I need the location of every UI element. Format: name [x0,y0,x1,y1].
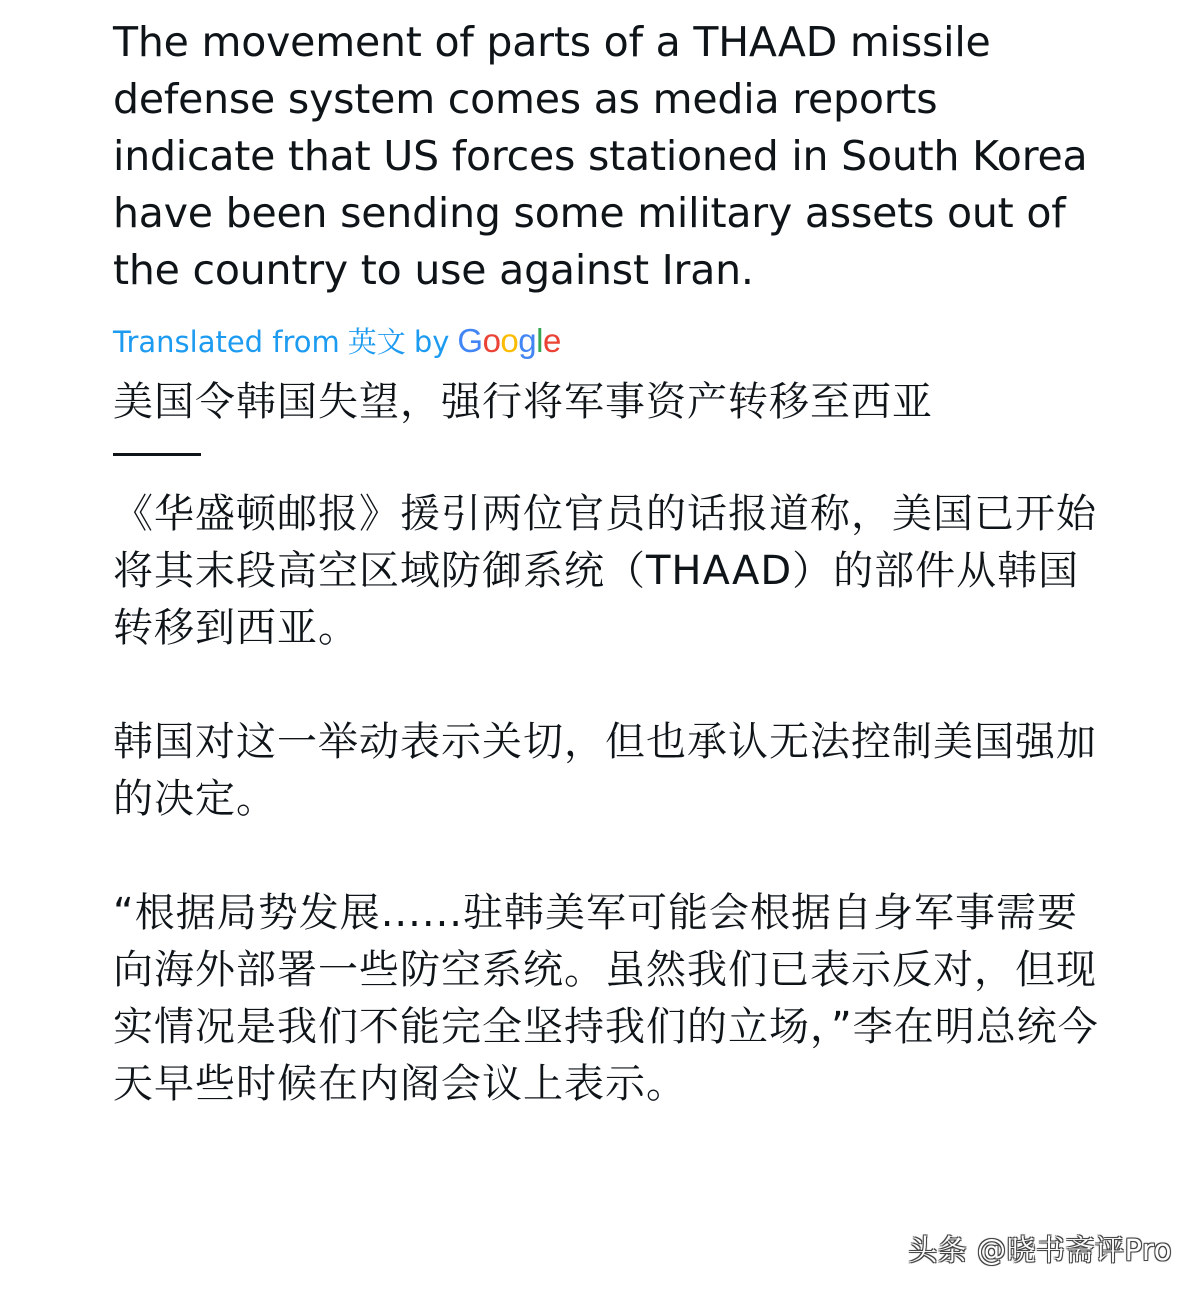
google-letter: g [518,322,537,359]
paragraph-spacer [113,828,1103,885]
google-letter: e [542,322,561,359]
translated-from-label: Translated from [113,325,340,359]
translated-headline: 美国令韩国失望，强行将军事资产转移至西亚 [113,379,933,425]
translated-paragraph: 《华盛顿邮报》援引两位官员的话报道称，美国已开始将其末段高空区域防御系统（THAAD）的部件从韩国转移到西亚。 [113,491,1097,651]
translated-paragraph: 韩国对这一举动表示关切，但也承认无法控制美国强加的决定。 [113,719,1097,822]
translated-text [113,374,1103,1113]
em-dash-divider [113,453,201,456]
google-letter: G [457,322,483,359]
google-letter: o [500,322,519,359]
source-language: 英文 [347,325,406,359]
google-letter: o [482,322,501,359]
translation-attribution[interactable] [113,321,1103,362]
tweet-body [113,14,1103,1113]
paragraph-spacer [113,657,1103,714]
watermark: 头条 @晓书斋评Pro [908,1233,1172,1267]
translated-paragraph: “根据局势发展......驻韩美军可能会根据自身军事需要向海外部署一些防空系统。虽然我们已表示反对，但现实情况是我们不能完全坚持我们的立场，”李在明总统今天早些时候在内阁会议上表示。 [113,890,1099,1107]
translated-by-label: by [413,325,450,359]
google-logo [457,321,560,361]
google-letter: l [536,322,543,359]
tweet-original-text: The movement of parts of a THAAD missile defense system comes as media reports indicate that US forces stationed in South Korea have been sending some military assets out of the country to use against Iran. [113,18,1088,294]
